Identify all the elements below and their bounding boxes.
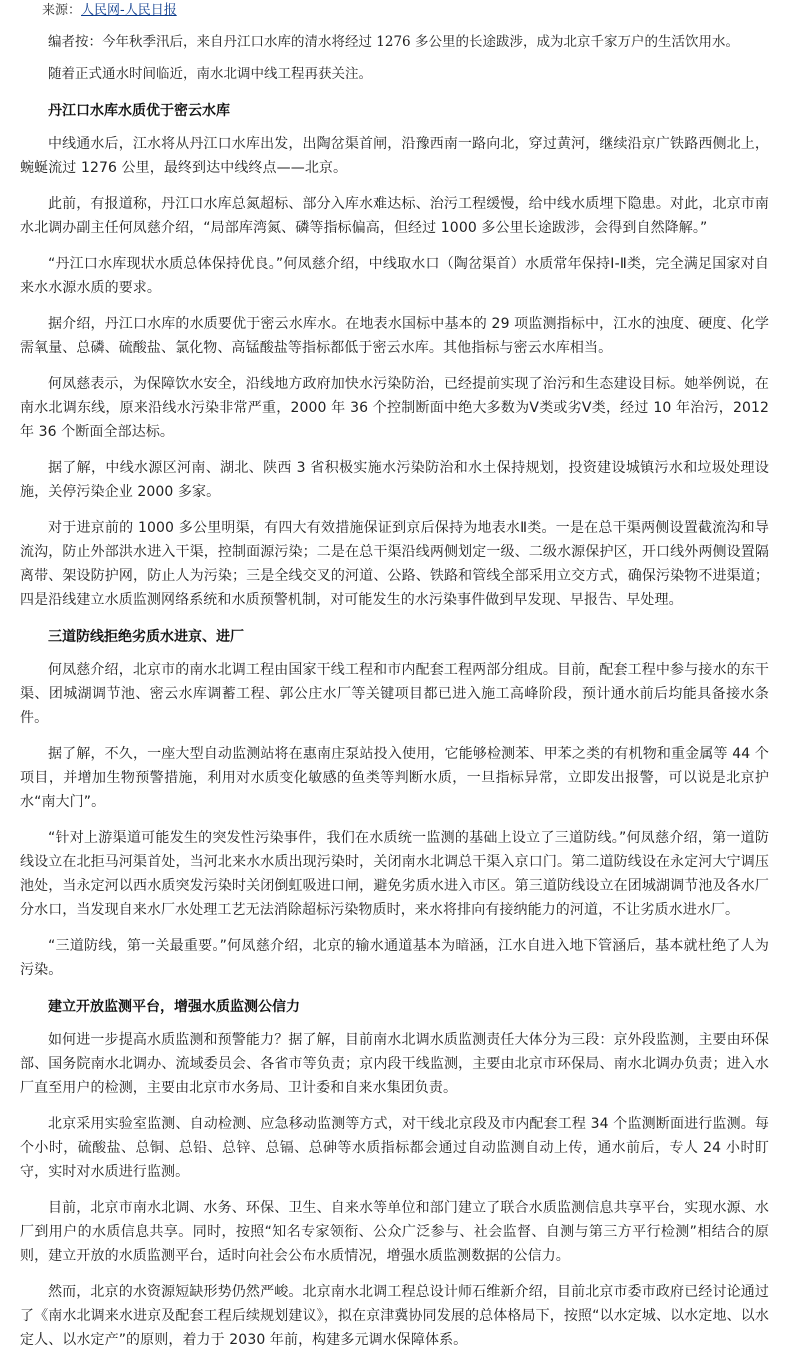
paragraph: “针对上游渠道可能发生的突发性污染事件，我们在水质统一监测的基础上设立了三道防线。”何凤慈介绍，第一道防线设立在北拒马河渠首处，当河北来水水质出现污染时，关闭南水北调总干渠入京口门。第二道防线设在永定河大宁调压池处，当永定河以西水质突发污染时关闭倒虹吸进口闸，避免劣质水进入市区。第三道防线设立在团城湖调节池及各水厂分水口，当发现自来水厂水处理工艺无法消除超标污染物质时，来水将排向有接纳能力的河道，不让劣质水进水厂。 <box>20 830 769 918</box>
paragraph: 对于进京前的 1000 多公里明渠，有四大有效措施保证到京后保持为地表水Ⅱ类。一是在总干渠两侧设置截流沟和导流沟，防止外部洪水进入干渠，控制面源污染；二是在总干渠沿线两侧划定一级、二级水源保护区，开口线外两侧设置隔离带、架设防护网，防止人为污染；三是全线交叉的河道、公路、铁路和管线全部采用立交方式，确保污染物不进渠道；四是沿线建立水质监测网络系统和水质预警机制，对可能发生的水污染事件做到早发现、早报告、早处理。 <box>20 520 769 608</box>
paragraph: 何凤慈介绍，北京市的南水北调工程由国家干线工程和市内配套工程两部分组成。目前，配套工程中参与接水的东干渠、团城湖调节池、密云水库调蓄工程、郭公庄水厂等关键项目都已进入施工高峰阶段，预计通水前后均能具备接水条件。 <box>20 662 769 726</box>
section-heading-monitoring-platform: 建立开放监测平台，增强水质监测公信力 <box>48 999 300 1015</box>
section-heading-three-defenses: 三道防线拒绝劣质水进京、进厂 <box>48 629 244 645</box>
paragraph: 目前，北京市南水北调、水务、环保、卫生、自来水等单位和部门建立了联合水质监测信息共享平台，实现水源、水厂到用户的水质信息共享。同时，按照“知名专家领衔、公众广泛参与、社会监督、自测与第三方平行检测”相结合的原则，建立开放的水质监测平台，适时向社会公布水质情况，增强水质监测数据的公信力。 <box>20 1200 769 1264</box>
paragraph: 北京采用实验室监测、自动检测、应急移动监测等方式，对干线北京段及市内配套工程 34 个监测断面进行监测。每个小时，硫酸盐、总铜、总铅、总锌、总镉、总砷等水质指标都会通过自动监测自动上传，通水前后，专人 24 小时盯守，实时对水质进行监测。 <box>20 1116 769 1180</box>
paragraph: 据了解，中线水源区河南、湖北、陕西 3 省积极实施水污染防治和水土保持规划，投资建设城镇污水和垃圾处理设施，关停污染企业 2000 多家。 <box>20 460 769 500</box>
paragraph: 据了解，不久，一座大型自动监测站将在惠南庄泵站投入使用，它能够检测苯、甲苯之类的有机物和重金属等 44 个项目，并增加生物预警措施，利用对水质变化敏感的鱼类等判断水质，一旦指标异常，立即发出报警，可以说是北京护水“南大门”。 <box>20 746 769 810</box>
paragraph: 何凤慈表示，为保障饮水安全，沿线地方政府加快水污染防治，已经提前实现了治污和生态建设目标。她举例说，在南水北调东线，原来沿线水污染非常严重，2000 年 36 个控制断面中绝大多数为Ⅴ类或劣Ⅴ类，经过 10 年治污，2012 年 36 个断面全部达标。 <box>20 376 769 440</box>
paragraph: “丹江口水库现状水质总体保持优良。”何凤慈介绍，中线取水口（陶岔渠首）水质常年保持Ⅰ-Ⅱ类，完全满足国家对自来水水源水质的要求。 <box>20 256 769 296</box>
article-source <box>20 0 769 20</box>
section-heading-water-quality: 丹江口水库水质优于密云水库 <box>48 103 230 119</box>
paragraph: 中线通水后，江水将从丹江口水库出发，出陶岔渠首闸，沿豫西南一路向北，穿过黄河，继续沿京广铁路西侧北上，蜿蜒流过 1276 公里，最终到达中线终点——北京。 <box>20 136 769 176</box>
paragraph: 如何进一步提高水质监测和预警能力？据了解，目前南水北调水质监测责任大体分为三段：京外段监测，主要由环保部、国务院南水北调办、流域委员会、各省市等负责；京内段干线监测，主要由北京市环保局、南水北调办负责；进入水厂直至用户的检测，主要由北京市水务局、卫计委和自来水集团负责。 <box>20 1032 769 1096</box>
source-label: 来源： <box>42 3 82 18</box>
intro-line: 随着正式通水时间临近，南水北调中线工程再获关注。 <box>48 66 372 82</box>
paragraph: 然而，北京的水资源短缺形势仍然严峻。北京南水北调工程总设计师石维新介绍，目前北京市委市政府已经讨论通过了《南水北调来水进京及配套工程后续规划建议》，拟在京津冀协同发展的总体格局下，按照“以水定城、以水定地、以水定人、以水定产”的原则，着力于 2030 年前，构建多元调水保障体系。 <box>20 1284 769 1348</box>
paragraph: 此前，有报道称，丹江口水库总氮超标、部分入库水难达标、治污工程缓慢，给中线水质埋下隐患。对此，北京市南水北调办副主任何凤慈介绍，“局部库湾氮、磷等指标偏高，但经过 1000 多公里长途跋涉，会得到自然降解。” <box>20 196 769 236</box>
paragraph: “三道防线，第一关最重要。”何凤慈介绍，北京的输水通道基本为暗涵，江水自进入地下管涵后，基本就杜绝了人为污染。 <box>20 938 769 978</box>
paragraph: 据介绍，丹江口水库的水质要优于密云水库水。在地表水国标中基本的 29 项监测指标中，江水的浊度、硬度、化学需氧量、总磷、硫酸盐、氯化物、高锰酸盐等指标都低于密云水库。其他指标与密云水库相当。 <box>20 316 769 356</box>
source-link[interactable]: 人民网-人民日报 <box>81 3 177 18</box>
editor-note: 编者按：今年秋季汛后，来自丹江口水库的清水将经过 1276 多公里的长途跋涉，成为北京千家万户的生活饮用水。 <box>48 34 739 50</box>
